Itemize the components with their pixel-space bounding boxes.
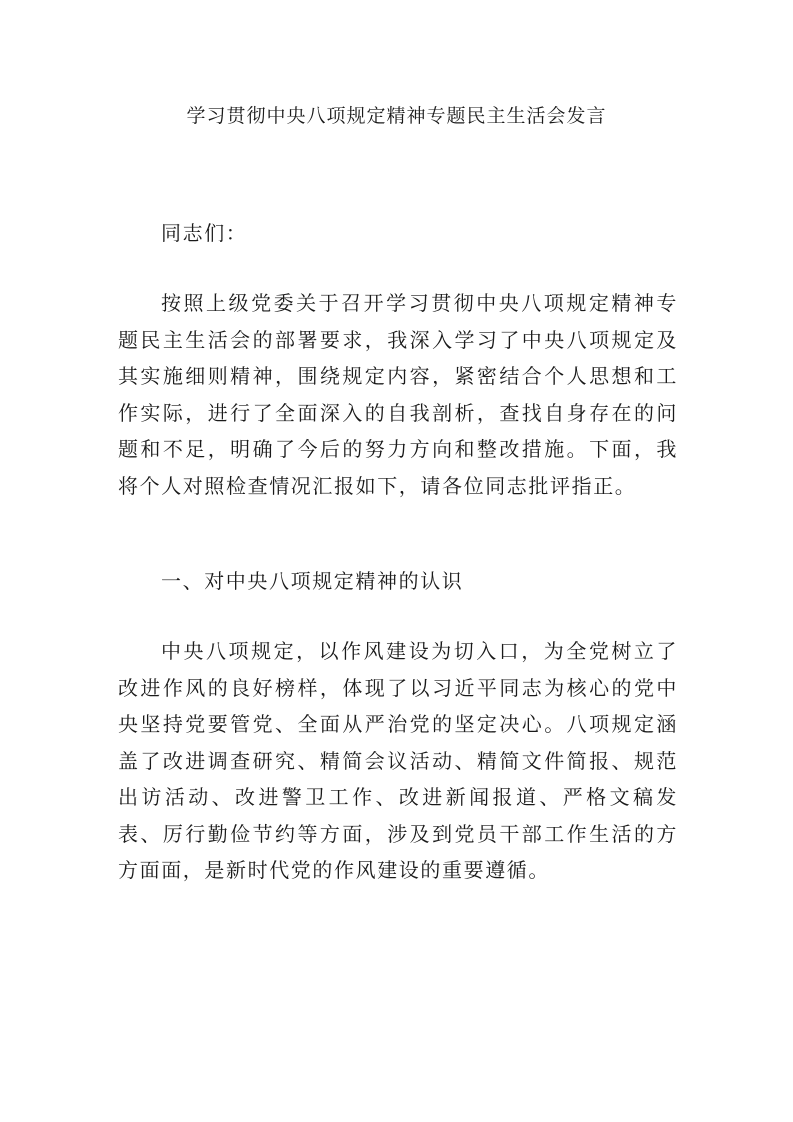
salutation: 同志们：: [161, 221, 248, 245]
paragraph-intro: 按照上级党委关于召开学习贯彻中央八项规定精神专题民主生活会的部署要求，我深入学习了中央八项规定及其实施细则精神，围绕规定内容，紧密结合个人思想和工作实际，进行了全面深入的自我剖析，查找自身存在的问题和不足，明确了今后的努力方向和整改措施。下面，我将个人对照检查情况汇报如下，请各位同志批评指正。: [118, 291, 678, 498]
document-title: 学习贯彻中央八项规定精神专题民主生活会发言: [186, 105, 607, 127]
section-heading: 一、对中央八项规定精神的认识: [161, 569, 464, 593]
paragraph-understanding: 中央八项规定，以作风建设为切入口，为全党树立了改进作风的良好榜样，体现了以习近平同志为核心的党中央坚持党要管党、全面从严治党的坚定决心。八项规定涵盖了改进调查研究、精简会议活动、精简文件简报、规范出访活动、改进警卫工作、改进新闻报道、严格文稿发表、厉行勤俭节约等方面，涉及到党员干部工作生活的方方面面，是新时代党的作风建设的重要遵循。: [118, 639, 678, 882]
